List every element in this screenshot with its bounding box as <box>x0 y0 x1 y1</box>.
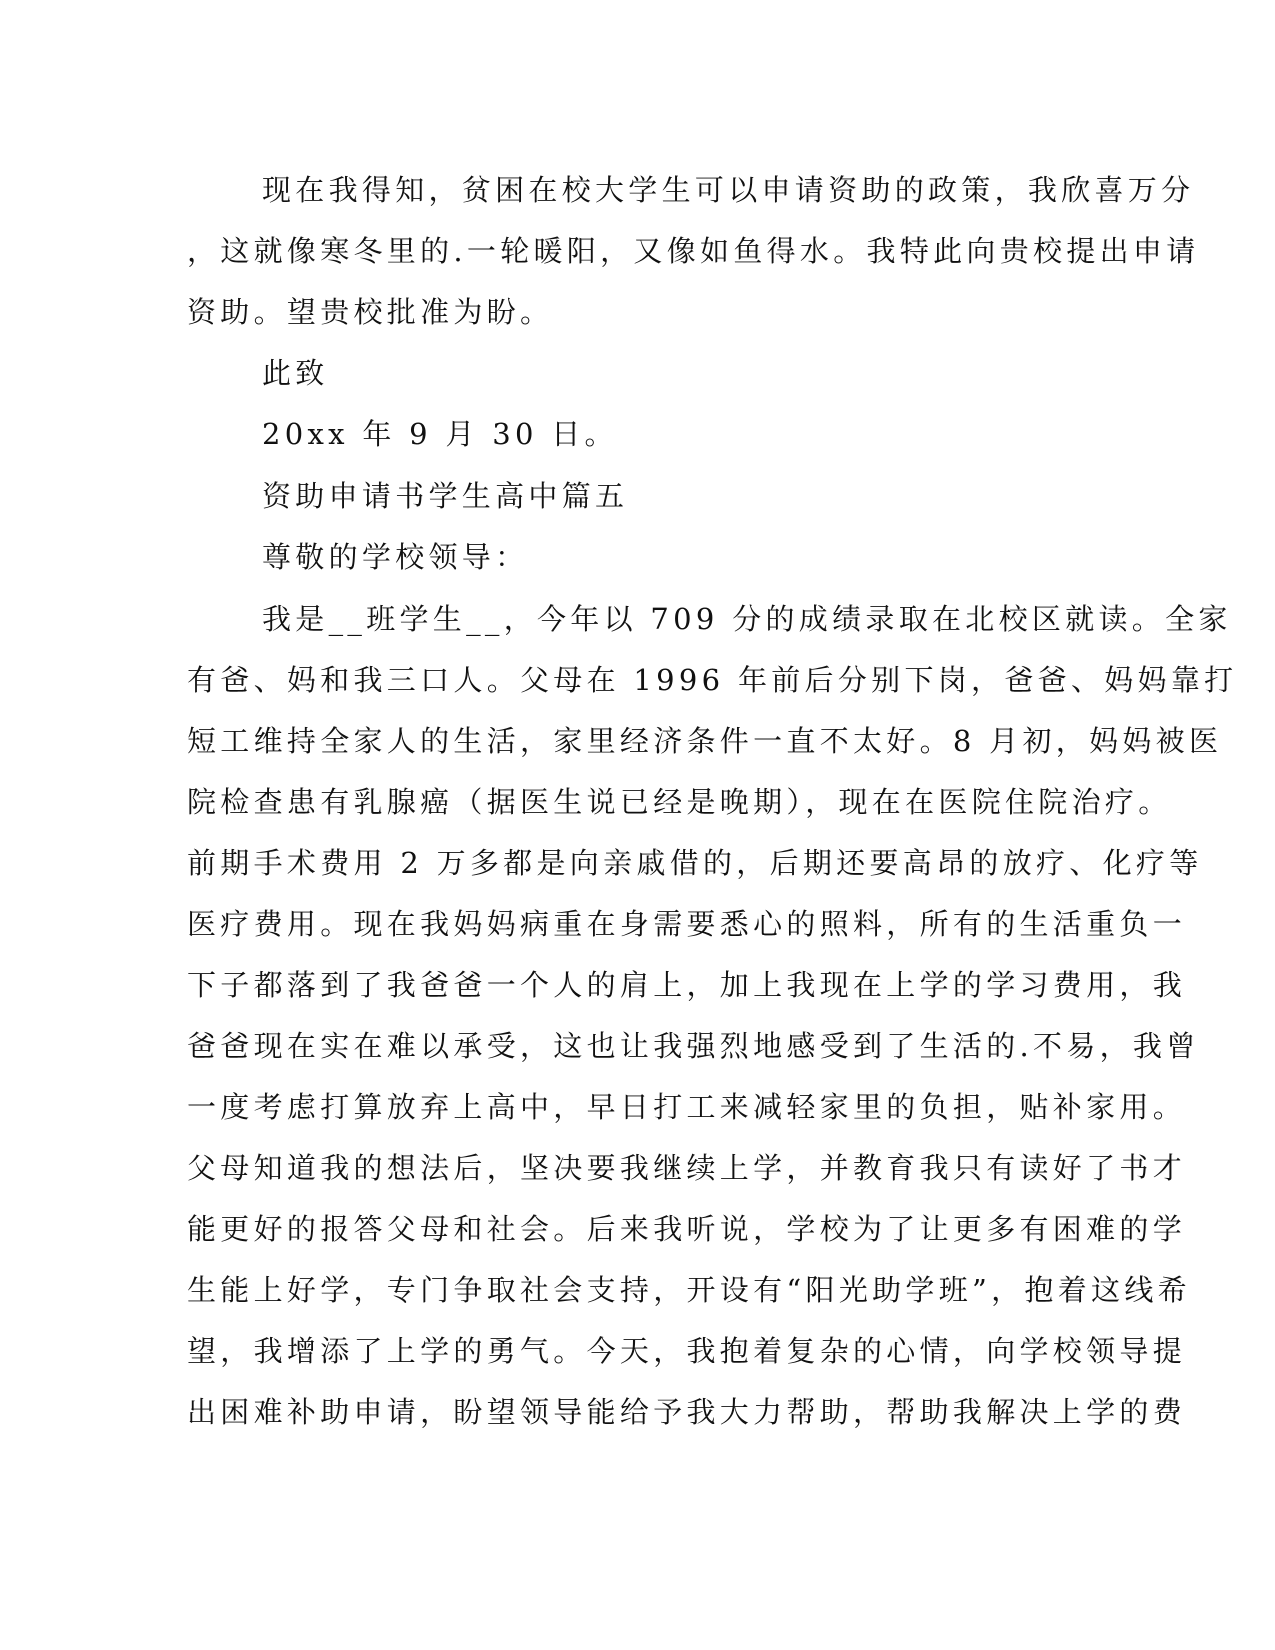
paragraph-line: 望，我增添了上学的勇气。今天，我抱着复杂的心情，向学校领导提 <box>187 1334 1187 1368</box>
paragraph-line: 我是__班学生__，今年以 709 分的成绩录取在北校区就读。全家 <box>262 602 1232 636</box>
section-heading: 资助申请书学生高中篇五 <box>262 479 629 513</box>
paragraph-line: 现在我得知，贫困在校大学生可以申请资助的政策，我欣喜万分 <box>262 173 1195 207</box>
paragraph-line: 资助。望贵校批准为盼。 <box>187 295 554 329</box>
paragraph-line: 能更好的报答父母和社会。后来我听说，学校为了让更多有困难的学 <box>187 1212 1187 1246</box>
paragraph-line: 出困难补助申请，盼望领导能给予我大力帮助，帮助我解决上学的费 <box>187 1395 1187 1429</box>
paragraph-line: 一度考虑打算放弃上高中，早日打工来减轻家里的负担，贴补家用。 <box>187 1090 1187 1124</box>
paragraph-line: ，这就像寒冬里的.一轮暖阳，又像如鱼得水。我特此向贵校提出申请 <box>187 234 1200 268</box>
closing-salutation: 此致 <box>262 356 329 390</box>
letter-greeting: 尊敬的学校领导： <box>262 540 529 574</box>
paragraph-line: 短工维持全家人的生活，家里经济条件一直不太好。8 月初，妈妈被医 <box>187 724 1223 758</box>
letter-date: 20xx 年 9 月 30 日。 <box>262 417 618 451</box>
paragraph-line: 下子都落到了我爸爸一个人的肩上，加上我现在上学的学习费用，我 <box>187 968 1187 1002</box>
paragraph-line: 生能上好学，专门争取社会支持，开设有“阳光助学班”，抱着这线希 <box>187 1273 1191 1307</box>
paragraph-line: 院检查患有乳腺癌（据医生说已经是晚期），现在在医院住院治疗。 <box>187 785 1172 819</box>
paragraph-line: 爸爸现在实在难以承受，这也让我强烈地感受到了生活的.不易，我曾 <box>187 1029 1200 1063</box>
paragraph-line: 医疗费用。现在我妈妈病重在身需要悉心的照料，所有的生活重负一 <box>187 907 1187 941</box>
paragraph-line: 有爸、妈和我三口人。父母在 1996 年前后分别下岗，爸爸、妈妈靠打 <box>187 663 1238 697</box>
paragraph-line: 父母知道我的想法后，坚决要我继续上学，并教育我只有读好了书才 <box>187 1151 1187 1185</box>
paragraph-line: 前期手术费用 2 万多都是向亲戚借的，后期还要高昂的放疗、化疗等 <box>187 846 1203 880</box>
